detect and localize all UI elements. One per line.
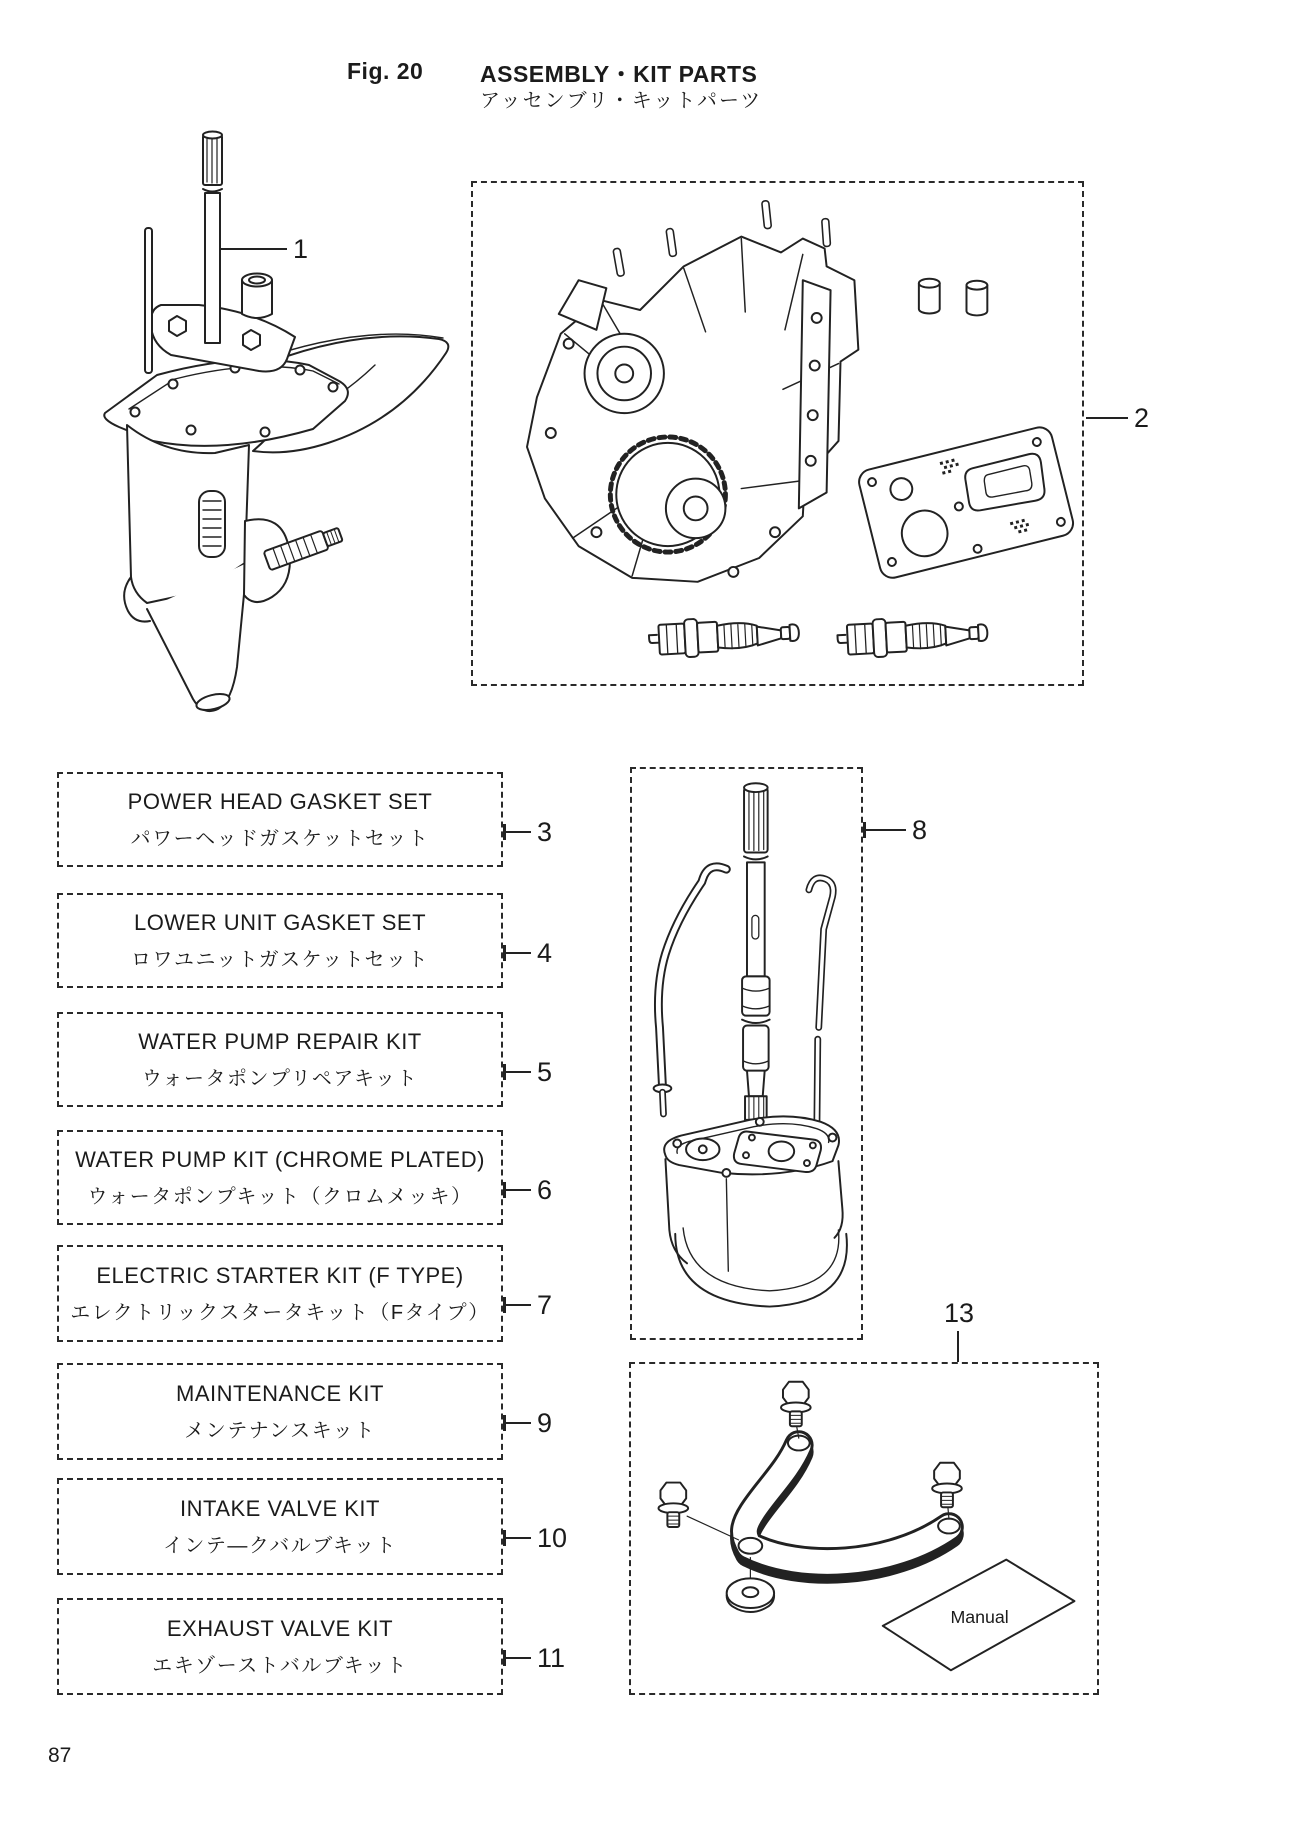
leader-line [506,1189,531,1191]
dowel-pin-icon [966,281,987,316]
callout-kit-5 [503,1058,552,1086]
callout-kit-4 [503,939,552,967]
kit-name-en: EXHAUST VALVE KIT [166,1615,394,1641]
drive-shaft-kit-illustration [632,769,861,1338]
page-title-ja: アッセンブリ・キットパーツ [480,90,763,112]
drive-shaft-art [742,783,770,1135]
page-number: 87 [48,1744,72,1767]
callout-number: 5 [537,1056,553,1087]
shift-rod-art [145,228,152,373]
bolt-icon [932,1463,962,1519]
figure-number-label: Fig. 20 [347,58,424,84]
kit-box-water-pump-repair-kit [57,1012,503,1107]
fitting-kit-box [629,1362,1099,1695]
callout-number: 11 [537,1642,566,1673]
kit-box-electric-starter-kit [57,1245,503,1342]
callout-kit-6 [503,1176,552,1204]
callout-number: 10 [537,1522,568,1553]
leader-line [220,248,287,250]
powerhead-illustration [473,183,1082,684]
manual-label: Manual [950,1606,1009,1627]
kit-name-ja: ウォータポンプリペアキット [141,1067,419,1090]
kit-name-ja: エレクトリックスタータキット（Fタイプ） [70,1301,490,1324]
bolt-icon [658,1483,738,1540]
callout-number: 8 [912,814,928,845]
kit-box-exhaust-valve-kit [57,1598,503,1695]
leader-line [506,1657,531,1659]
callout-kit-10 [503,1524,567,1552]
callout-number: 2 [1134,402,1150,433]
callout-number: 3 [537,816,553,847]
kit-name-en: POWER HEAD GASKET SET [127,788,433,814]
leader-line [506,831,531,833]
drive-shaft-kit-box [630,767,863,1340]
kit-name-ja: ロワユニットガスケットセット [131,948,429,971]
callout-number: 9 [537,1407,553,1438]
callout-drive-shaft-kit [863,816,927,844]
kit-name-en: MAINTENANCE KIT [176,1380,384,1406]
leader-line [506,1304,531,1306]
callout-kit-3 [503,818,552,846]
lower-unit-illustration [95,125,455,725]
dowel-pin-icon [919,279,940,314]
kit-name-ja: ウォータポンプキット（クロムメッキ） [87,1185,473,1208]
spark-plug-icon [648,614,800,659]
leader-line [866,829,906,831]
callout-kit-11 [503,1644,565,1672]
callout-fitting-kit: 13 [944,1298,975,1328]
leader-line [506,1422,531,1424]
kit-name-en: WATER PUMP REPAIR KIT [138,1028,422,1054]
water-pump-art [151,305,295,372]
leader-line [1086,417,1128,419]
kit-name-en: LOWER UNIT GASKET SET [133,909,427,935]
kit-name-ja: インテ―クバルブキット [162,1534,398,1557]
gasket-art [856,425,1075,581]
bracket-art [739,1436,960,1562]
callout-kit-7 [503,1291,552,1319]
callout-number: 4 [537,937,553,968]
kit-name-ja: パワーヘッドガスケットセット [130,827,430,850]
kit-box-maintenance-kit [57,1363,503,1460]
fitting-kit-illustration [631,1364,1097,1693]
leader-line [506,1071,531,1073]
kit-name-ja: メンテナンスキット [184,1419,376,1442]
callout-number: 7 [537,1289,553,1320]
callout-lower-unit [220,235,308,263]
callout-number: 1 [293,233,309,264]
pump-base-art [664,1116,847,1306]
kit-name-en: INTAKE VALVE KIT [180,1495,380,1521]
leader-line [957,1331,959,1362]
callout-power-head [1086,404,1149,432]
kit-box-power-head-gasket-set [57,772,503,867]
callout-number: 6 [537,1174,553,1205]
callout-kit-9 [503,1409,552,1437]
leader-line [506,1537,531,1539]
spark-plug-icon [837,614,989,659]
kit-name-en: ELECTRIC STARTER KIT (F TYPE) [96,1262,464,1288]
kit-name-ja: エキゾーストバルブキット [152,1654,408,1677]
page-title-en: ASSEMBLY・KIT PARTS [480,61,758,87]
kit-box-intake-valve-kit [57,1478,503,1575]
kit-box-lower-unit-gasket-set [57,893,503,988]
bolt-icon [781,1382,811,1438]
kit-name-en: WATER PUMP KIT (CHROME PLATED) [75,1146,485,1172]
kit-box-water-pump-kit-chrome [57,1130,503,1225]
manual-sheet [883,1560,1075,1671]
power-head-kit-box [471,181,1084,686]
leader-line [506,952,531,954]
